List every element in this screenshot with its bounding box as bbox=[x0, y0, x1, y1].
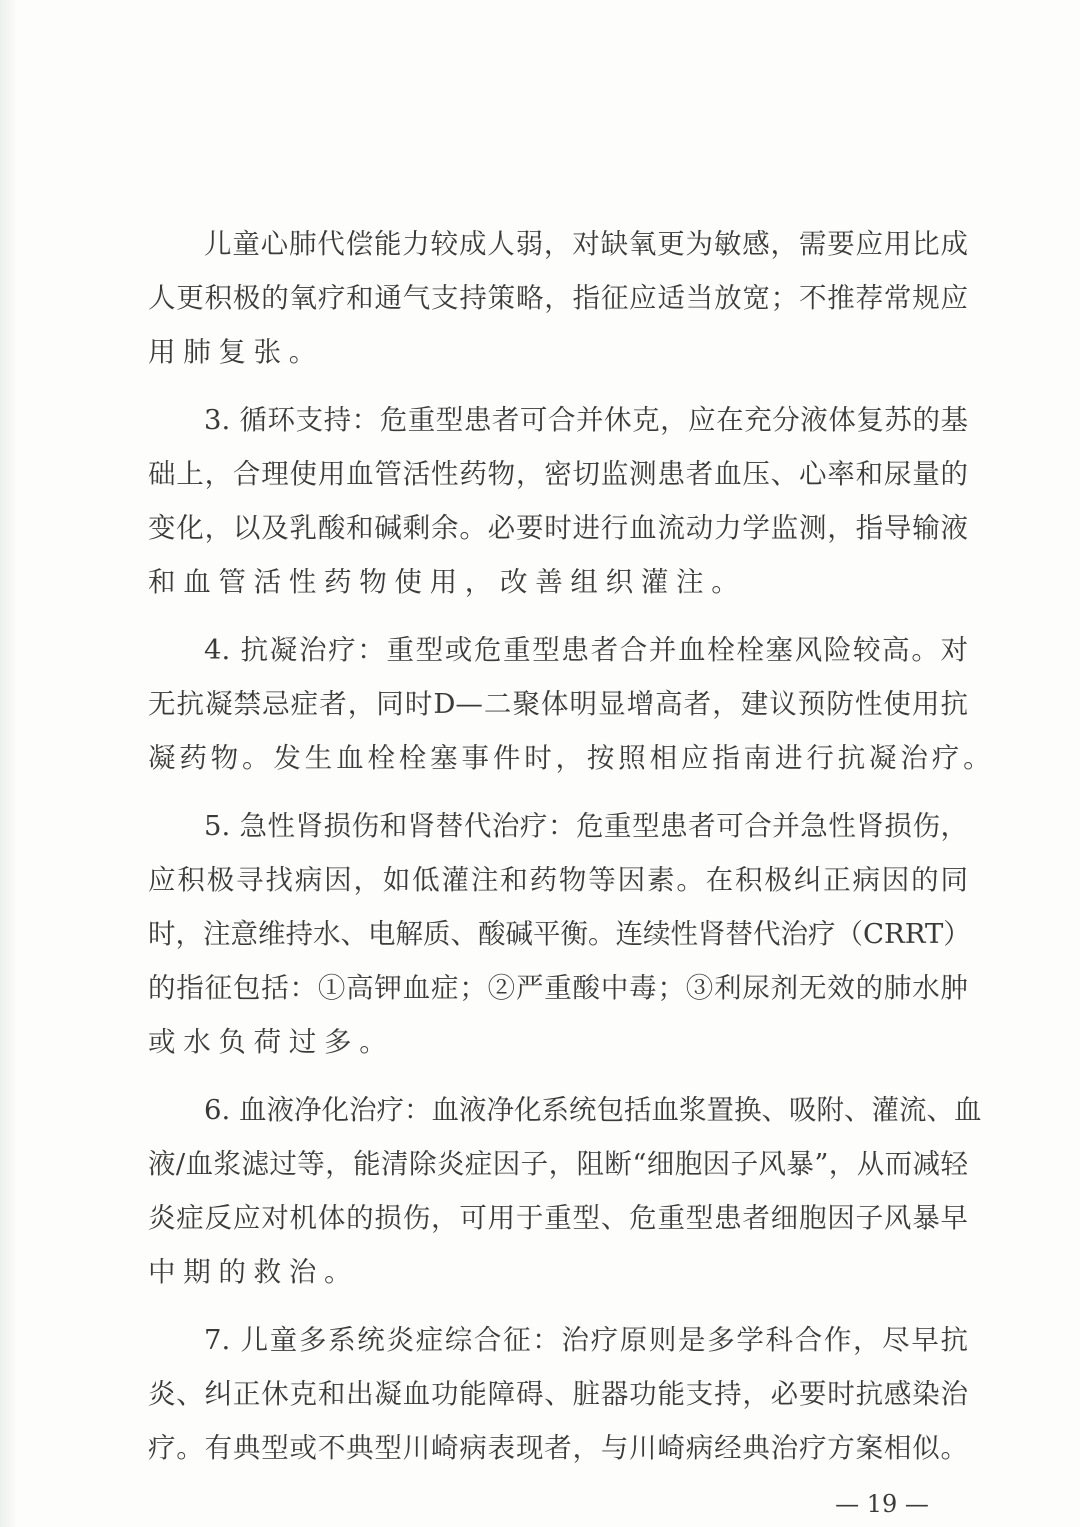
text-line: 7. 儿童多系统炎症综合征：治疗原则是多学科合作，尽早抗 bbox=[204, 1324, 968, 1356]
text-line: 和血管活性药物使用，改善组织灌注。 bbox=[148, 566, 747, 598]
text-line: 人更积极的氧疗和通气支持策略，指征应适当放宽；不推荐常规应 bbox=[148, 282, 968, 314]
page-number: — 19 — bbox=[835, 1490, 929, 1518]
text-line: 3. 循环支持：危重型患者可合并休克，应在充分液体复苏的基 bbox=[204, 404, 968, 436]
text-line: 炎症反应对机体的损伤，可用于重型、危重型患者细胞因子风暴早 bbox=[148, 1202, 968, 1234]
text-line: 中期的救治。 bbox=[148, 1256, 360, 1288]
text-line: 用肺复张。 bbox=[148, 336, 324, 368]
paragraph-pediatric-oxygen bbox=[148, 217, 968, 379]
paragraph-blood-purification bbox=[148, 1083, 982, 1299]
paragraph-circulatory-support bbox=[148, 393, 968, 609]
text-line: 或水负荷过多。 bbox=[148, 1026, 395, 1058]
paragraph-renal-replacement bbox=[148, 799, 971, 1069]
paragraph-anticoagulation bbox=[148, 623, 995, 785]
text-line: 液/血浆滤过等，能清除炎症因子，阻断“细胞因子风暴”，从而减轻 bbox=[148, 1148, 968, 1180]
text-line: 6. 血液净化治疗：血液净化系统包括血浆置换、吸附、灌流、血 bbox=[204, 1094, 982, 1126]
text-line: 5. 急性肾损伤和肾替代治疗：危重型患者可合并急性肾损伤， bbox=[204, 810, 968, 842]
paragraph-mis-c bbox=[148, 1313, 968, 1475]
text-line: 疗。有典型或不典型川崎病表现者，与川崎病经典治疗方案相似。 bbox=[148, 1432, 968, 1464]
text-line: 变化，以及乳酸和碱剩余。必要时进行血流动力学监测，指导输液 bbox=[148, 512, 968, 544]
body-text bbox=[148, 217, 995, 1475]
text-line: 无抗凝禁忌症者，同时D—二聚体明显增高者，建议预防性使用抗 bbox=[148, 688, 968, 720]
text-line: 的指征包括：①高钾血症；②严重酸中毒；③利尿剂无效的肺水肿 bbox=[148, 972, 968, 1004]
text-line: 炎、纠正休克和出凝血功能障碍、脏器功能支持，必要时抗感染治 bbox=[148, 1378, 968, 1410]
text-line: 4. 抗凝治疗：重型或危重型患者合并血栓栓塞风险较高。对 bbox=[204, 634, 968, 666]
text-line: 儿童心肺代偿能力较成人弱，对缺氧更为敏感，需要应用比成 bbox=[204, 228, 968, 260]
text-line: 凝药物。发生血栓栓塞事件时，按照相应指南进行抗凝治疗。 bbox=[148, 742, 995, 774]
paper-edge bbox=[0, 0, 18, 1527]
text-line: 础上，合理使用血管活性药物，密切监测患者血压、心率和尿量的 bbox=[148, 458, 968, 490]
text-line: 应积极寻找病因，如低灌注和药物等因素。在积极纠正病因的同 bbox=[148, 864, 968, 896]
text-line: 时，注意维持水、电解质、酸碱平衡。连续性肾替代治疗（CRRT） bbox=[148, 918, 971, 950]
